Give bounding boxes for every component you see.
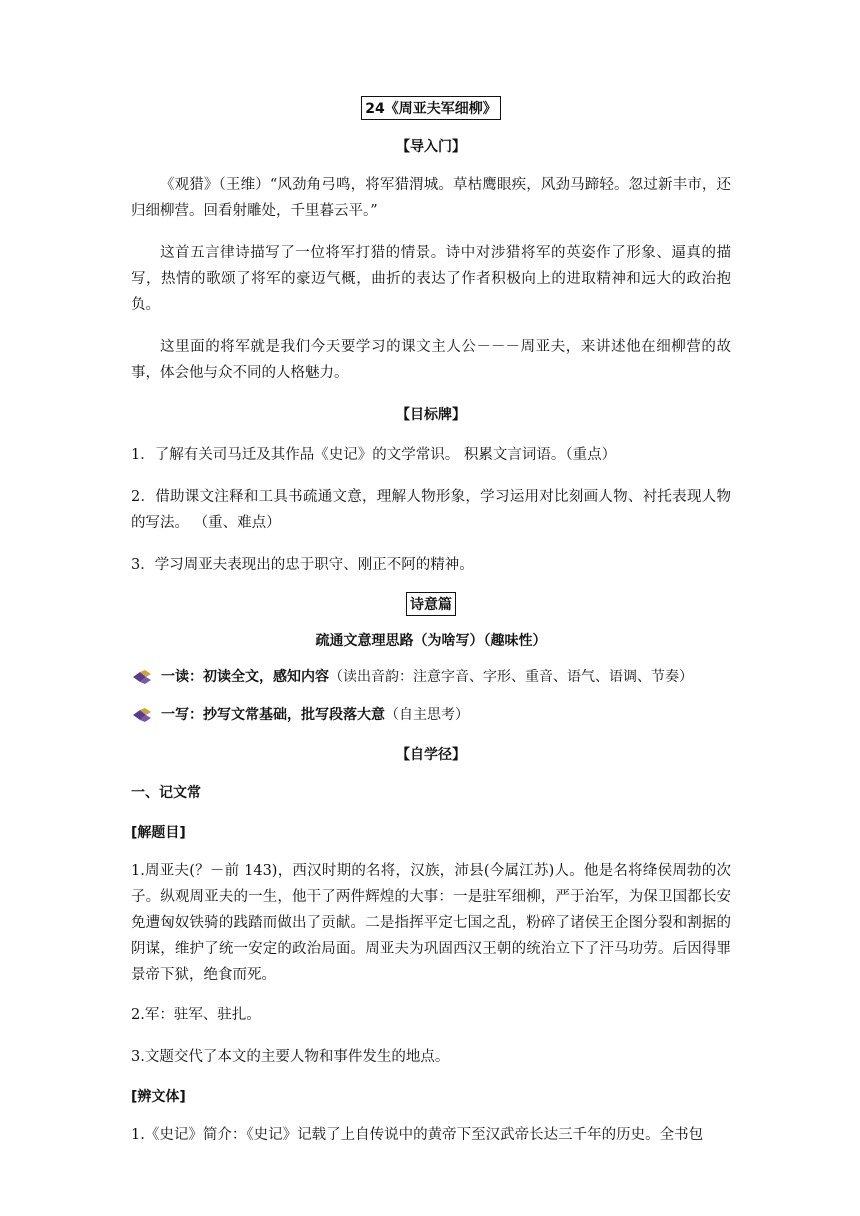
poetic-subheading: 疏通文意理思路（为啥写）（趣味性） bbox=[315, 633, 547, 649]
book-bullet-icon bbox=[131, 669, 153, 685]
self-study-heading: 【自学径】 bbox=[396, 747, 466, 763]
explain-item-3: 3.文题交代了本文的主要人物和事件发生的地点。 bbox=[131, 1049, 450, 1065]
title-row bbox=[131, 96, 731, 122]
goal-item-1: 1．了解有关司马迁及其作品《史记》的文学常识。 积累文言词语。（重点） bbox=[131, 447, 617, 463]
bullet-write-strong: 一写：抄写文常基础，批写段落大意 bbox=[161, 707, 385, 723]
intro-paragraph-1: 《观猎》（王维）“风劲角弓鸣，将军猎渭城。草枯鹰眼疾，风劲马蹄轻。忽过新丰市，还归细柳营。回看射雕处，千里暮云平。” bbox=[131, 177, 731, 219]
bullet-write-note: （自主思考） bbox=[385, 707, 469, 723]
explain-item-2: 2.军：驻军、驻扎。 bbox=[131, 1007, 261, 1023]
goal-item-3: 3．学习周亚夫表现出的忠于职守、刚正不阿的精神。 bbox=[131, 557, 474, 573]
bullet-read-note: （读出音韵：注意字音、字形、重音、语气、语调、节奏） bbox=[329, 669, 693, 685]
bullet-write bbox=[131, 702, 731, 728]
intro-paragraph-2: 这首五言律诗描写了一位将军打猎的情景。诗中对涉猎将军的英姿作了形象、逼真的描写，热情的歌颂了将军的豪迈气概，曲折的表达了作者积极向上的进取精神和远大的政治抱负。 bbox=[131, 245, 731, 313]
bullet-read bbox=[131, 664, 731, 690]
genre-title: [辨文体] bbox=[131, 1089, 186, 1105]
part1-heading: 一、记文常 bbox=[131, 785, 201, 801]
intro-heading: 【导入门】 bbox=[396, 139, 466, 155]
poetic-section-title: 诗意篇 bbox=[406, 592, 456, 616]
explain-item-1: 1.周亚夫(？－前 143)，西汉时期的名将，汉族，沛县(今属江苏)人。他是名将绛侯周勃的次子。纵观周亚夫的一生，他干了两件辉煌的大事：一是驻军细柳，严于治军，为保卫国都长安免遭匈奴铁骑的践踏而做出了贡献。二是指挥平定七国之乱，粉碎了诸侯王企图分裂和割据的阴谋，维护了统一安定的政治局面。周亚夫为巩固西汉王朝的统治立下了汗马功劳。后因得罪景帝下狱，绝食而死。 bbox=[131, 863, 731, 983]
genre-item-1: 1.《史记》简介：《史记》记载了上自传说中的黄帝下至汉武帝长达三千年的历史。全书包 bbox=[131, 1127, 704, 1143]
explain-title: [解题目] bbox=[131, 825, 186, 841]
goals-heading: 【目标牌】 bbox=[396, 407, 466, 423]
document-body bbox=[131, 96, 731, 1148]
bullet-read-strong: 一读：初读全文，感知内容 bbox=[161, 669, 329, 685]
intro-paragraph-3: 这里面的将军就是我们今天要学习的课文主人公－－－周亚夫，来讲述他在细柳营的故事，体会他与众不同的人格魅力。 bbox=[131, 339, 731, 381]
goal-item-2: 2．借助课文注释和工具书疏通文意，理解人物形象，学习运用对比刻画人物、衬托表现人物的写法。 （重、难点） bbox=[131, 489, 731, 531]
poetic-box-row bbox=[131, 592, 731, 618]
page-title: 24《周亚夫军细柳》 bbox=[361, 96, 500, 120]
book-bullet-icon bbox=[131, 707, 153, 723]
